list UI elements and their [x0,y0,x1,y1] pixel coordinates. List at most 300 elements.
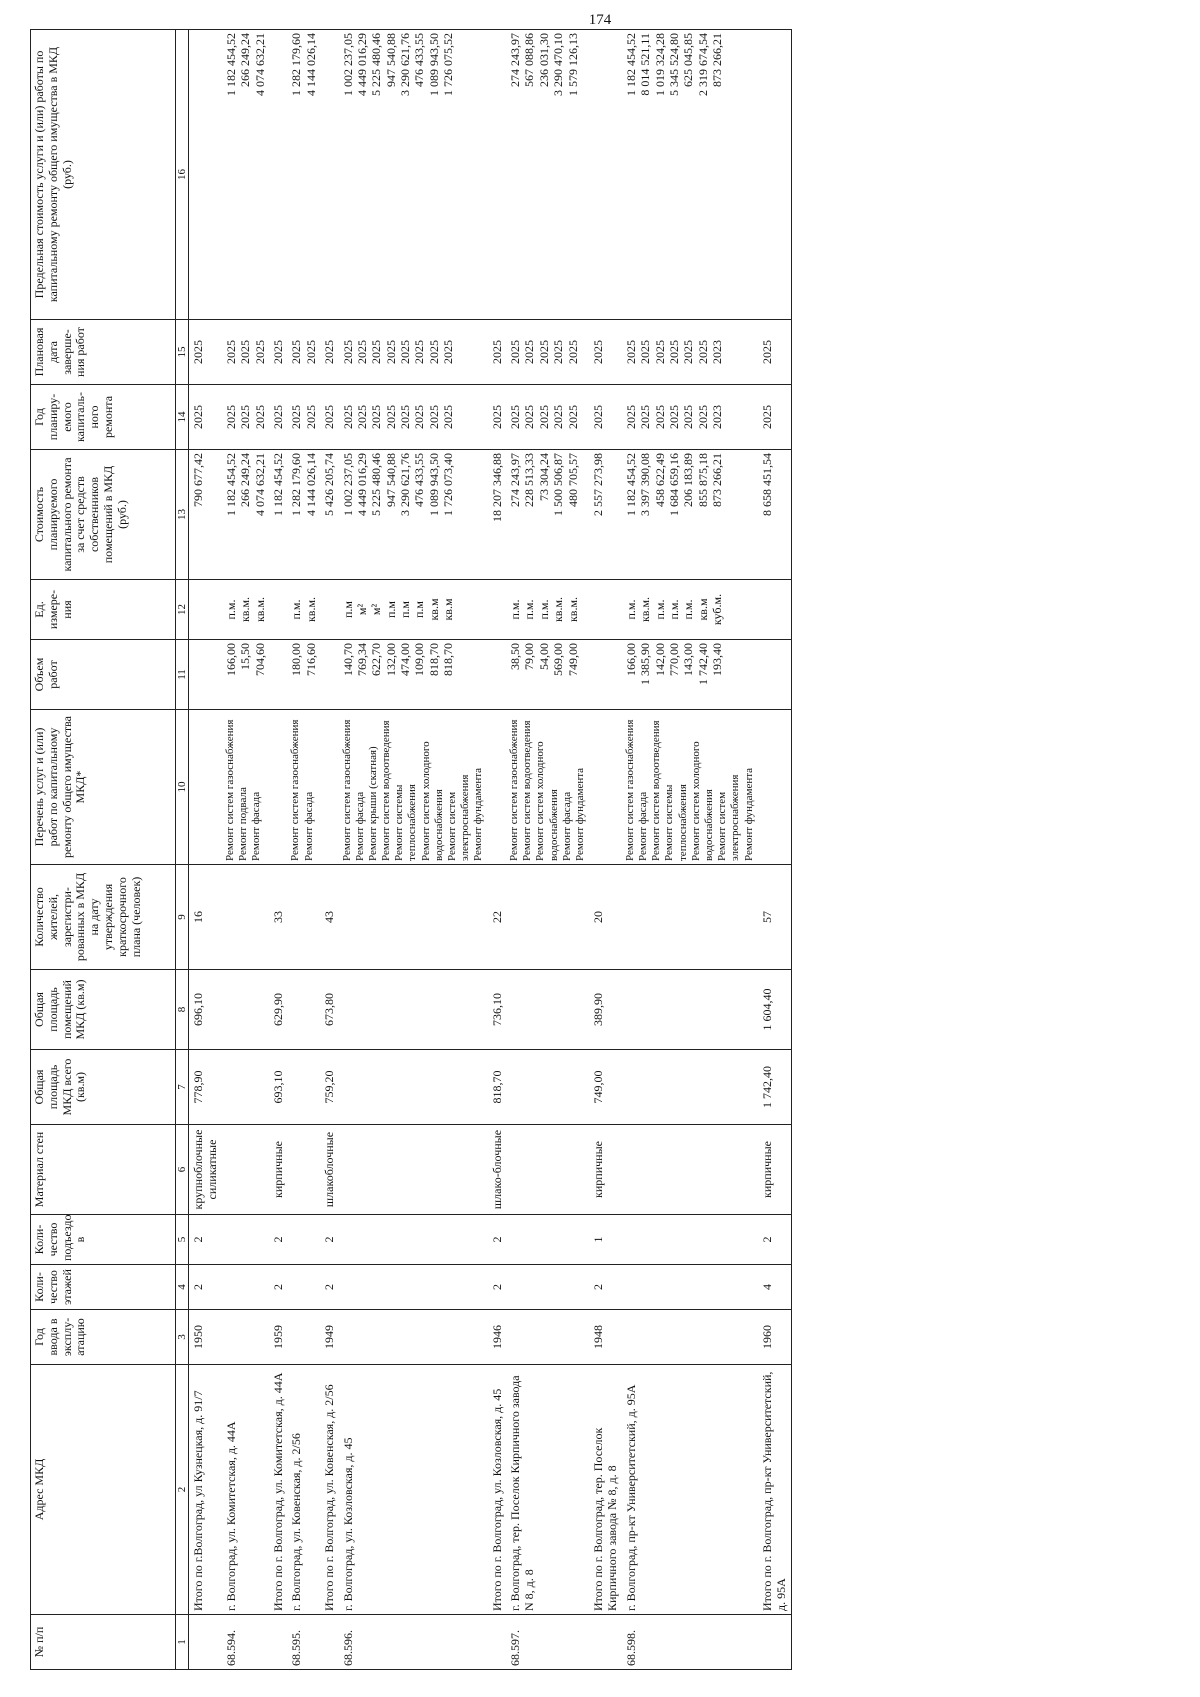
repair-cost: 1 182 454,52 [223,453,238,516]
repair-year: 2025 [354,405,369,429]
commission-year [339,1310,488,1365]
work-volume: 769,34 [354,643,369,676]
address: Итого по г. Волгоград, тер. Поселок Кирпичного завода № 8, д. 8 [589,1365,622,1615]
unit-cell [269,580,287,640]
house-row [287,30,320,1670]
commission-year: 1946 [488,1310,506,1365]
commission-year [222,1310,269,1365]
completion-date: 2025 [565,340,580,364]
unit: кв.м. [638,596,653,623]
repair-year: 2025 [536,405,551,429]
unit: кв.м [441,598,456,621]
limit-cost: 1 002 237,05 [340,33,355,96]
work-volume: 15,50 [238,643,253,670]
completion-date-cell [339,320,488,385]
repair-year: 2025 [238,405,253,429]
total-row [488,30,506,1670]
repair-year: 2025 [681,405,696,429]
limit-cost-cell [758,30,791,320]
floors [506,1265,589,1310]
unit-cell [758,580,791,640]
completion-date-cell [222,320,269,385]
completion-date: 2025 [591,340,606,364]
column-header: Год ввода в эксплу-атацию [31,1310,176,1365]
floors: 2 [589,1265,622,1310]
work-volume: 132,00 [383,643,398,676]
repair-cost-cell [189,450,222,580]
total-area: 818,70 [488,1050,506,1125]
unit: кв.м [426,598,441,621]
limit-cost: 476 433,55 [412,33,427,87]
repair-cost: 4 144 026,14 [303,453,318,516]
residents: 20 [589,865,622,970]
work-volume: 749,00 [565,643,580,676]
column-number: 2 [176,1365,189,1615]
repair-cost: 3 397 390,08 [638,453,653,516]
repair-cost: 73 304,24 [536,453,551,501]
repair-year-cell [589,385,622,450]
column-number: 15 [176,320,189,385]
floors [622,1265,758,1310]
repair-year: 2025 [522,405,537,429]
row-number [589,1615,622,1670]
completion-date: 2025 [383,340,398,364]
repair-year-cell [222,385,269,450]
repair-cost-cell [589,450,622,580]
unit: п.м [398,601,413,619]
row-number: 68.596. [339,1615,488,1670]
residents: 43 [320,865,338,970]
column-header: Стоимость планируемого капитального ремонта за счет средств собственников помещений в МКД (руб.) [31,450,176,580]
total-row [589,30,622,1670]
repair-cost: 1 182 454,52 [270,453,285,516]
repair-year: 2025 [322,405,337,429]
completion-date: 2025 [681,340,696,364]
repair-cost: 5 225 480,46 [369,453,384,516]
wall-material: шлакоблочные [320,1125,338,1215]
work-volume-cell [758,640,791,710]
work-volume: 1 385,90 [638,643,653,685]
repair-year: 2025 [695,405,710,429]
floors: 2 [189,1265,222,1310]
completion-date: 2025 [759,340,774,364]
column-number: 16 [176,30,189,320]
premises-area [339,970,488,1050]
work-volume-cell [287,640,320,710]
column-number: 6 [176,1125,189,1215]
address: г. Волгоград, ул. Ковенская, д. 2/56 [287,1365,320,1615]
repair-year-cell [269,385,287,450]
completion-date: 2025 [354,340,369,364]
premises-area: 389,90 [589,970,622,1050]
repair-cost-cell [622,450,758,580]
completion-date-cell [320,320,338,385]
entrances: 2 [269,1215,287,1265]
repair-cost-cell [269,450,287,580]
column-number-row [176,30,189,1670]
column-number: 14 [176,385,189,450]
limit-cost: 4 074 632,21 [252,33,267,96]
column-header: Ед. измере-ния [31,580,176,640]
work-item: Ремонт систем водоотведения [521,720,534,861]
repair-year: 2025 [507,405,522,429]
commission-year [622,1310,758,1365]
work-item: Ремонт систем газоснабжения [289,719,302,861]
unit-cell [506,580,589,640]
limit-cost: 236 031,30 [536,33,551,87]
repair-year: 2025 [759,405,774,429]
total-area [622,1050,758,1125]
repair-cost: 266 249,24 [238,453,253,507]
completion-date-cell [488,320,506,385]
limit-cost-cell [506,30,589,320]
work-volume-cell [189,640,222,710]
work-volume: 109,00 [412,643,427,676]
limit-cost: 3 290 621,76 [398,33,413,96]
repair-year: 2025 [398,405,413,429]
completion-date-cell [506,320,589,385]
column-header: Плановая дата заверше-ния работ [31,320,176,385]
total-area: 1 742,40 [758,1050,791,1125]
work-item-cell [189,710,222,865]
repair-year: 2025 [270,405,285,429]
completion-date-cell [269,320,287,385]
commission-year: 1960 [758,1310,791,1365]
repair-year: 2025 [303,405,318,429]
limit-cost: 1 726 075,52 [441,33,456,96]
column-header: Общая площадь МКД всего (кв.м) [31,1050,176,1125]
completion-date: 2023 [710,340,725,364]
entrances [287,1215,320,1265]
work-item: Ремонт систем холодного водоснабжения [689,741,715,861]
repair-year-cell [287,385,320,450]
work-volume: 38,50 [507,643,522,670]
entrances: 2 [189,1215,222,1265]
house-row [222,30,269,1670]
address: Итого по г.Волгоград, ул Кузнецкая, д. 91/7 [189,1365,222,1615]
repair-cost-cell [339,450,488,580]
entrances: 2 [320,1215,338,1265]
work-volume: 818,70 [426,643,441,676]
unit: п.м [383,601,398,619]
address: г. Волгоград, тер. Поселок Кирпичного завода N 8, д. 8 [506,1365,589,1615]
repair-cost-cell [758,450,791,580]
premises-area [622,970,758,1050]
work-volume: 569,00 [551,643,566,676]
column-number: 1 [176,1615,189,1670]
entrances [339,1215,488,1265]
column-number: 7 [176,1050,189,1125]
wall-material: крупноблочные силикатные [189,1125,222,1215]
work-item: Ремонт систем газоснабжения [507,719,520,861]
unit-cell [339,580,488,640]
repair-cost-cell [287,450,320,580]
limit-cost: 1 182 454,52 [223,33,238,96]
address: Итого по г. Волгоград, пр-кт Университетский, д. 95А [758,1365,791,1615]
total-row [269,30,287,1670]
work-item: Ремонт фасада [302,791,315,861]
work-item: Ремонт крыши (скатная) [366,746,379,861]
work-item: Ремонт систем газоснабжения [223,719,236,861]
repair-year: 2025 [252,405,267,429]
work-item: Ремонт систем электроснабжения [446,774,472,861]
repair-cost: 4 074 632,21 [252,453,267,516]
work-item: Ремонт системы теплоснабжения [663,784,689,861]
completion-date: 2025 [507,340,522,364]
work-item-cell [269,710,287,865]
address: г. Волгоград, ул. Комитетская, д. 44А [222,1365,269,1615]
table-body [189,30,792,1670]
work-item-cell [506,710,589,865]
column-header: Общая площадь помещений МКД (кв.м) [31,970,176,1050]
work-volume: 622,70 [369,643,384,676]
limit-cost: 8 014 521,11 [638,33,653,96]
unit: кв.м [695,598,710,621]
column-number: 12 [176,580,189,640]
repair-cost: 4 449 016,29 [354,453,369,516]
work-volume: 180,00 [289,643,304,676]
entrances: 2 [488,1215,506,1265]
row-number: 68.598. [622,1615,758,1670]
column-number: 13 [176,450,189,580]
residents [222,865,269,970]
repair-cost: 18 207 346,88 [489,453,504,522]
work-volume: 474,00 [398,643,413,676]
column-number: 11 [176,640,189,710]
unit: кв.м. [252,596,267,623]
repair-cost: 855 875,18 [695,453,710,507]
row-number [269,1615,287,1670]
unit: п.м. [667,599,682,620]
residents [622,865,758,970]
repair-cost: 1 684 659,16 [667,453,682,516]
column-number: 3 [176,1310,189,1365]
address: г. Волгоград, ул. Козловская, д. 45 [339,1365,488,1615]
unit: куб.м. [710,593,725,626]
commission-year [287,1310,320,1365]
floors [222,1265,269,1310]
repair-cost: 1 089 943,50 [426,453,441,516]
unit: кв.м. [551,596,566,623]
work-volume: 140,70 [340,643,355,676]
capital-repair-table [30,29,792,1670]
unit-cell [488,580,506,640]
completion-date-cell [189,320,222,385]
column-number: 9 [176,865,189,970]
work-item-cell [488,710,506,865]
completion-date-cell [589,320,622,385]
limit-cost: 5 225 480,46 [369,33,384,96]
column-number: 8 [176,970,189,1050]
commission-year: 1950 [189,1310,222,1365]
completion-date-cell [622,320,758,385]
work-volume-cell [488,640,506,710]
repair-year: 2025 [638,405,653,429]
repair-cost: 476 433,55 [412,453,427,507]
wall-material: шлако-блочные [488,1125,506,1215]
repair-year-cell [622,385,758,450]
repair-year-cell [488,385,506,450]
house-row [506,30,589,1670]
row-number: 68.594. [222,1615,269,1670]
entrances: 1 [589,1215,622,1265]
completion-date: 2025 [369,340,384,364]
floors: 4 [758,1265,791,1310]
page-number: 174 [588,12,612,28]
wall-material [222,1125,269,1215]
limit-cost: 873 266,21 [710,33,725,87]
work-item-cell [758,710,791,865]
work-item: Ремонт фасада [560,791,573,861]
unit-cell [287,580,320,640]
work-volume-cell [506,640,589,710]
column-header: Коли-чество этажей [31,1265,176,1310]
limit-cost: 2 319 674,54 [695,33,710,96]
completion-date-cell [758,320,791,385]
repair-cost: 8 658 451,54 [759,453,774,516]
repair-cost-cell [320,450,338,580]
total-area: 749,00 [589,1050,622,1125]
unit: п.м [340,601,355,619]
rotated-table-stage [30,30,1160,1670]
unit-cell [320,580,338,640]
address: г. Волгоград, пр-кт Университетский, д. 95А [622,1365,758,1615]
address: Итого по г. Волгоград, ул. Ковенская, д. 2/56 [320,1365,338,1615]
repair-year-cell [189,385,222,450]
total-area: 778,90 [189,1050,222,1125]
limit-cost: 1 182 454,52 [623,33,638,96]
repair-year-cell [758,385,791,450]
completion-date: 2025 [695,340,710,364]
limit-cost: 5 345 524,80 [667,33,682,96]
limit-cost: 274 243,97 [507,33,522,87]
row-number [320,1615,338,1670]
residents: 57 [758,865,791,970]
residents [287,865,320,970]
completion-date: 2025 [252,340,267,364]
repair-cost: 1 500 506,87 [551,453,566,516]
floors: 2 [488,1265,506,1310]
entrances [622,1215,758,1265]
work-item-cell [287,710,320,865]
residents: 16 [189,865,222,970]
limit-cost: 266 249,24 [238,33,253,87]
work-item: Ремонт фасада [250,791,263,861]
repair-year: 2023 [710,405,725,429]
completion-date: 2025 [289,340,304,364]
row-number [758,1615,791,1670]
repair-cost: 2 557 273,98 [591,453,606,516]
repair-cost: 873 266,21 [710,453,725,507]
repair-year: 2025 [383,405,398,429]
completion-date: 2025 [270,340,285,364]
limit-cost-cell [269,30,287,320]
limit-cost: 1 282 179,60 [289,33,304,96]
completion-date-cell [287,320,320,385]
limit-cost: 567 088,86 [522,33,537,87]
address: Итого по г. Волгоград, ул. Козловская, д. 45 [488,1365,506,1615]
repair-cost: 206 183,89 [681,453,696,507]
completion-date: 2025 [522,340,537,364]
repair-year: 2025 [441,405,456,429]
limit-cost: 1 089 943,50 [426,33,441,96]
total-row [320,30,338,1670]
residents: 22 [488,865,506,970]
total-area [287,1050,320,1125]
repair-year: 2025 [652,405,667,429]
limit-cost: 947 540,88 [383,33,398,87]
repair-cost: 274 243,97 [507,453,522,507]
repair-cost: 5 426 205,74 [322,453,337,516]
unit: п.м. [522,599,537,620]
work-item: Ремонт систем водоотведения [650,720,663,861]
repair-year: 2025 [623,405,638,429]
repair-year: 2025 [591,405,606,429]
work-volume: 716,60 [303,643,318,676]
completion-date: 2025 [191,340,205,364]
work-item-cell [589,710,622,865]
work-volume: 1 742,40 [695,643,710,685]
work-item: Ремонт систем водоотведения [380,720,393,861]
total-area [222,1050,269,1125]
column-header: Количество жителей, зарегистри-рованных в МКД на дату утверждения краткосрочного плана (человек) [31,865,176,970]
limit-cost-cell [488,30,506,320]
premises-area: 673,80 [320,970,338,1050]
commission-year: 1959 [269,1310,287,1365]
column-number: 5 [176,1215,189,1265]
limit-cost-cell [622,30,758,320]
column-header: Материал стен [31,1125,176,1215]
repair-year: 2025 [565,405,580,429]
wall-material: кирпичные [589,1125,622,1215]
house-row [622,30,758,1670]
completion-date: 2025 [536,340,551,364]
repair-cost-cell [222,450,269,580]
unit: п.м. [289,599,304,620]
floors [339,1265,488,1310]
completion-date: 2025 [238,340,253,364]
completion-date: 2025 [322,340,337,364]
work-volume: 79,00 [522,643,537,670]
limit-cost: 1 579 126,13 [565,33,580,96]
work-item: Ремонт фундамента [742,767,755,861]
unit-cell [589,580,622,640]
entrances: 2 [758,1215,791,1265]
unit: п.м. [536,599,551,620]
wall-material [287,1125,320,1215]
floors [287,1265,320,1310]
work-item: Ремонт систем газоснабжения [340,719,353,861]
unit: кв.м. [238,596,253,623]
total-area [506,1050,589,1125]
unit: п.м [412,601,427,619]
limit-cost-cell [320,30,338,320]
commission-year: 1949 [320,1310,338,1365]
column-header: Объем работ [31,640,176,710]
row-number [488,1615,506,1670]
repair-year: 2025 [223,405,238,429]
entrances [506,1215,589,1265]
work-item: Ремонт фасада [353,791,366,861]
work-item-cell [339,710,488,865]
floors: 2 [320,1265,338,1310]
repair-cost: 947 540,88 [383,453,398,507]
repair-year: 2025 [369,405,384,429]
unit: кв.м. [565,596,580,623]
work-volume-cell [222,640,269,710]
work-item: Ремонт фасада [637,791,650,861]
limit-cost-cell [589,30,622,320]
